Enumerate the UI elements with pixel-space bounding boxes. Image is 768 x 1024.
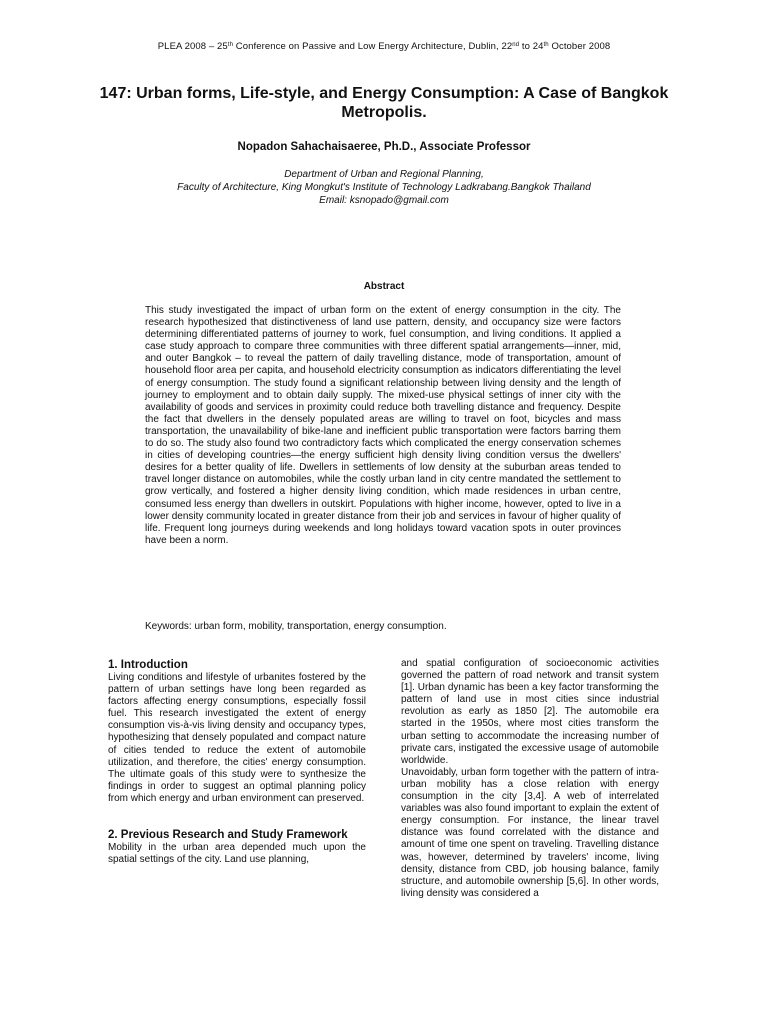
paper-authors: Nopadon Sahachaisaeree, Ph.D., Associate Professor <box>237 141 531 153</box>
affiliation-email: Email: ksnopado@gmail.com <box>319 195 449 206</box>
left-column <box>108 658 366 866</box>
abstract-text: This study investigated the impact of urban form on the extent of energy consumption in the city. The research hypothesized that distinctiveness of land use pattern, density, and occupancy size were factors determining differentiated patterns of journey to work, fuel consumption, and living conditions. It applied a case study approach to compare three communities with three different spatial arrangements—inner, mid, and outer Bangkok – to reveal the pattern of daily travelling distance, mode of transportation, amount of household floor area per capita, and household electricity consumption as indicators differentiating the level of energy consumption. The study found a significant relationship between living density and the length of journey to employment and to obtain daily supply. The mixed-use physical settings of inner city with the availability of goods and services in proximity could reduce both travelling distance and frequency. Despite the fact that dwellers in the densely populated areas are willing to travel on foot, bicycles and mass transportation, the unavailability of bike-lane and inefficient public transportation were factors barring them to do so. The study also found two contradictory facts which complicated the energy conservation schemes in cities of developing countries—the energy sufficient high density living condition versus the dwellers' desires for a better quality of life. Dwellers in settlements of low density at the suburban areas tended to travel longer distance on automobiles, while the costly urban land in city centre mandated the settlement to grow vertically, and fostered a higher density living condition, which made residences in urban centre, consumed less energy than dwellers in outskirt. Populations with higher income, however, opted to live in a lower density community located in greater distance from their job and services in favour of higher quality of life. Frequent long journeys during weekends and long holidays toward vacation spots in outer provinces have been a norm. <box>145 305 621 546</box>
conference-header <box>0 41 768 52</box>
right-column <box>401 658 659 900</box>
previous-research-heading: 2. Previous Research and Study Framework <box>108 829 348 842</box>
affiliation-block <box>0 168 768 207</box>
right-paragraph-1: and spatial configuration of socioeconomic activities governed the pattern of road network and transit system [1]. Urban dynamic has been a key factor transforming the pattern of land use in most cities since industrial revolution as early as 1850 [2]. The automobile era started in the 1950s, where most cities transform the urban setting to accommodate the increasing number of private cars, instigated the excessive usage of automobile worldwide. <box>401 658 659 766</box>
right-paragraph-2: Unavoidably, urban form together with the pattern of intra-urban mobility has a close relation with energy consumption in the city [3,4]. A web of interrelated variables was also found important to explain the extent of energy consumption. For instance, the linear travel distance was found correlated with the distance and amount of time one spent on traveling. Travelling distance was, however, determined by travelers' income, living density, distance from CBD, job housing balance, family structure, and automobile ownership [5,6]. In other words, living density was considered a <box>401 766 659 899</box>
keywords: Keywords: urban form, mobility, transportation, energy consumption. <box>145 621 447 632</box>
paper-title: 147: Urban forms, Life-style, and Energy Consumption: A Case of Bangkok Metropolis. <box>99 85 669 121</box>
intro-heading: 1. Introduction <box>108 659 188 671</box>
previous-research-paragraph: Mobility in the urban area depended much upon the spatial settings of the city. Land use planning, <box>108 842 366 866</box>
conf-text-4: October 2008 <box>548 41 611 52</box>
abstract-heading: Abstract <box>363 281 405 292</box>
affiliation-faculty: Faculty of Architecture, King Mongkut's Institute of Technology Ladkrabang.Bangkok Thailand <box>177 182 591 193</box>
conf-sup-2: nd <box>512 42 520 48</box>
conf-sup-1: th <box>227 42 234 48</box>
section-gap <box>108 805 366 828</box>
conf-sup-3: th <box>543 42 549 48</box>
intro-paragraph: Living conditions and lifestyle of urbanites fostered by the pattern of urban settings have long been regarded as factors affecting energy consumptions, especially fossil fuel. This research investigated the extent of energy consumption vis-à-vis living density and occupancy types, hypothesizing that densely populated and compact nature of cities tended to reduce the extent of automobile utilization, and therefore, the cities' energy consumption. The ultimate goals of this study were to synthesize the findings in order to suggest an optimal planning policy from which energy and urban environment can preserved. <box>108 672 366 804</box>
affiliation-department: Department of Urban and Regional Planning, <box>284 169 484 180</box>
conf-text-3: to 24 <box>519 41 544 52</box>
conf-text-2: Conference on Passive and Low Energy Architecture, Dublin, 22 <box>233 41 513 52</box>
conf-text-1: PLEA 2008 – 25 <box>157 41 228 52</box>
